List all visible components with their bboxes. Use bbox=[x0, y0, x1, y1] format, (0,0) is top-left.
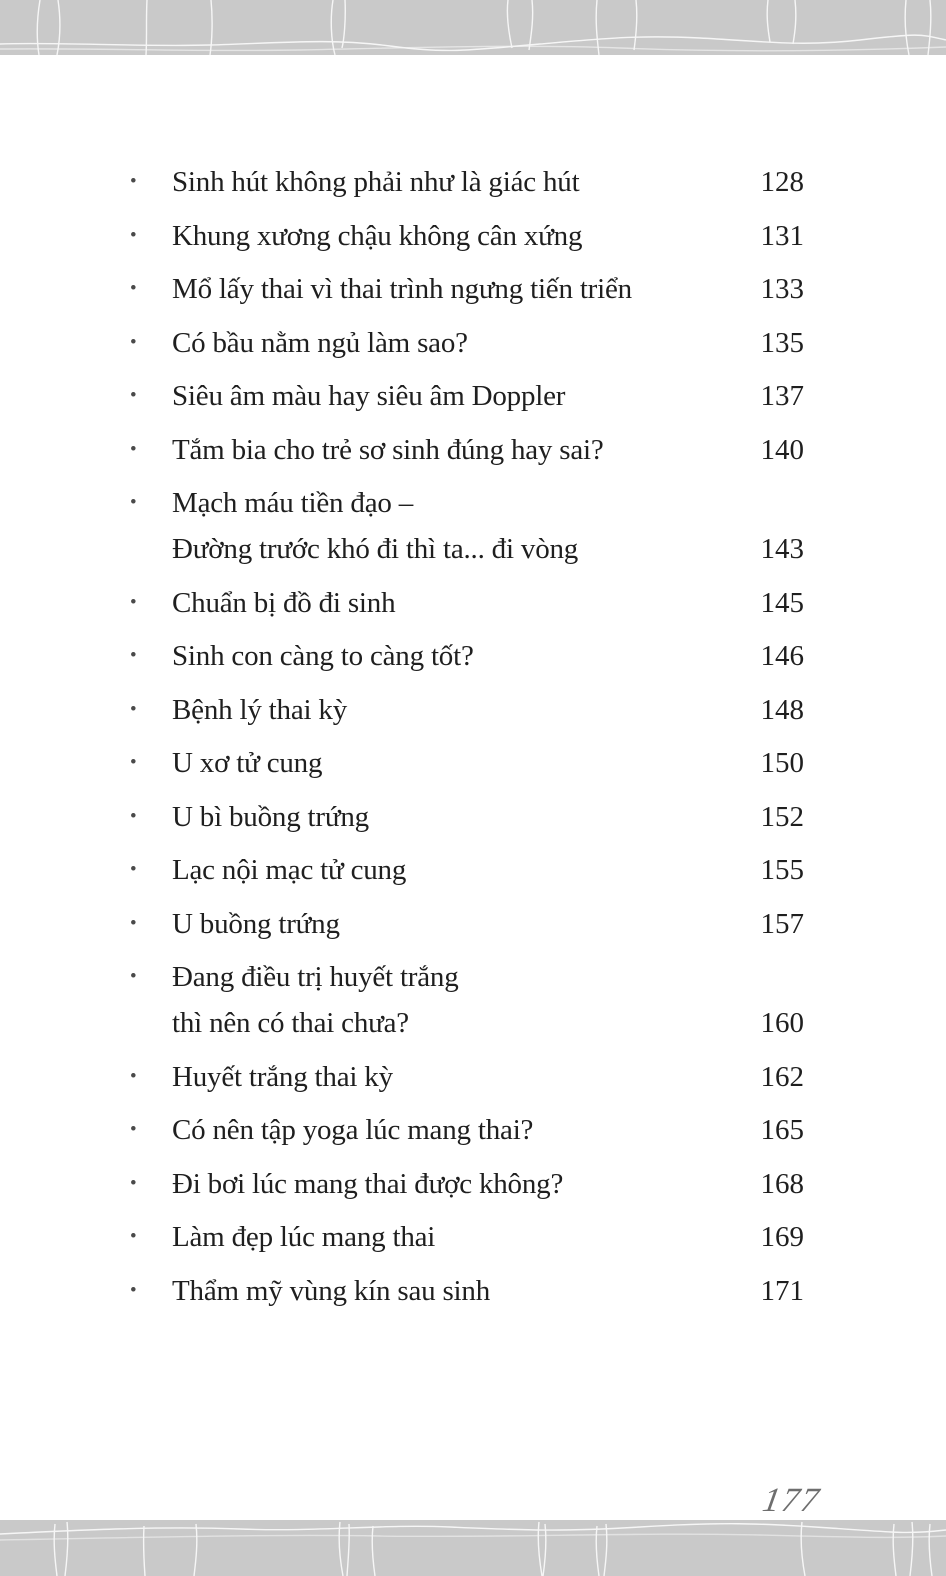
bullet-icon: • bbox=[130, 438, 137, 460]
toc-entry bbox=[130, 1268, 804, 1314]
toc-entry-title: Huyết trắng thai kỳ bbox=[172, 1060, 393, 1093]
toc-entry-title: Mạch máu tiền đạo – Đường trước khó đi thì ta... đi vòng bbox=[172, 487, 579, 565]
toc-entry bbox=[130, 847, 804, 893]
toc-entry-title: Tắm bia cho trẻ sơ sinh đúng hay sai? bbox=[172, 433, 604, 466]
toc-entry bbox=[130, 1054, 804, 1100]
toc-entry-page: 157 bbox=[760, 907, 804, 940]
bullet-icon: • bbox=[130, 224, 137, 246]
toc-entry-title: Có bầu nằm ngủ làm sao? bbox=[172, 326, 468, 359]
toc-entry-title: Có nên tập yoga lúc mang thai? bbox=[172, 1114, 534, 1146]
toc-entry bbox=[130, 266, 804, 312]
toc-entry-page: 128 bbox=[760, 166, 804, 198]
toc-entry-page: 135 bbox=[760, 326, 804, 359]
bullet-icon: • bbox=[130, 966, 137, 987]
folio-page-number: 177 bbox=[759, 1482, 824, 1519]
toc-entry-title: Lạc nội mạc tử cung bbox=[172, 854, 407, 886]
toc-entry-page: 165 bbox=[760, 1114, 804, 1146]
top-decorative-band bbox=[0, 0, 946, 55]
toc-entry-title: Đang điều trị huyết trắng thì nên có thai chưa? bbox=[172, 961, 459, 1039]
toc-entry bbox=[130, 901, 804, 947]
toc-entry-page: 155 bbox=[760, 854, 804, 886]
toc-entry bbox=[130, 580, 804, 626]
bullet-icon: • bbox=[130, 171, 137, 192]
toc-entry-title: Siêu âm màu hay siêu âm Doppler bbox=[172, 380, 566, 412]
toc-entry-page: 146 bbox=[760, 640, 804, 672]
toc-entry-title: U bì buồng trứng bbox=[172, 800, 369, 833]
toc-entry bbox=[130, 320, 804, 366]
toc-entry-title: Thẩm mỹ vùng kín sau sinh bbox=[172, 1274, 491, 1307]
toc-entry-page: 152 bbox=[760, 800, 804, 833]
toc-entry-title: U buồng trứng bbox=[172, 907, 340, 940]
toc-entry bbox=[130, 794, 804, 840]
toc-entry-page: 160 bbox=[760, 1007, 804, 1039]
toc-entry-page: 131 bbox=[760, 219, 804, 252]
toc-entry bbox=[130, 213, 804, 259]
toc-entry-title: Sinh hút không phải như là giác hút bbox=[172, 166, 580, 198]
top-band-texture bbox=[0, 0, 946, 55]
toc-entry-title: Làm đẹp lúc mang thai bbox=[172, 1221, 436, 1253]
bullet-icon: • bbox=[130, 1279, 137, 1301]
toc-entry-title: U xơ tử cung bbox=[172, 747, 323, 779]
toc-entry-title: Mổ lấy thai vì thai trình ngưng tiến triển bbox=[172, 273, 632, 305]
toc-entry bbox=[130, 373, 804, 419]
toc-entry-page: 171 bbox=[760, 1274, 804, 1307]
toc-entry bbox=[130, 1161, 804, 1207]
toc-entry-page: 140 bbox=[760, 433, 804, 466]
toc-entry bbox=[130, 954, 804, 1046]
toc-entry-title: Sinh con càng to càng tốt? bbox=[172, 640, 474, 672]
bullet-icon: • bbox=[130, 278, 137, 299]
bullet-icon: • bbox=[130, 752, 137, 773]
toc-entry-title: Đi bơi lúc mang thai được không? bbox=[172, 1167, 564, 1200]
bottom-decorative-band bbox=[0, 1520, 946, 1576]
bullet-icon: • bbox=[130, 1226, 137, 1247]
bottom-band-texture bbox=[0, 1520, 946, 1576]
bullet-icon: • bbox=[130, 645, 137, 666]
toc-entry-title: Khung xương chậu không cân xứng bbox=[172, 219, 583, 252]
toc-entry bbox=[130, 633, 804, 679]
toc-entry bbox=[130, 740, 804, 786]
bullet-icon: • bbox=[130, 331, 137, 353]
toc-entry bbox=[130, 159, 804, 205]
toc-entry-title: Bệnh lý thai kỳ bbox=[172, 693, 348, 726]
toc-entry-page: 133 bbox=[760, 273, 804, 305]
toc-entry-page: 145 bbox=[760, 586, 804, 619]
toc-entry bbox=[130, 480, 804, 572]
toc-entry bbox=[130, 427, 804, 473]
bullet-icon: • bbox=[130, 1119, 137, 1140]
bullet-icon: • bbox=[130, 1065, 137, 1087]
toc-entry-title: Chuẩn bị đồ đi sinh bbox=[172, 586, 396, 619]
bullet-icon: • bbox=[130, 805, 137, 827]
bullet-icon: • bbox=[130, 698, 137, 720]
bullet-icon: • bbox=[130, 1172, 137, 1194]
toc-entry-page: 137 bbox=[760, 380, 804, 412]
toc-entry bbox=[130, 1214, 804, 1260]
bullet-icon: • bbox=[130, 912, 137, 934]
bullet-icon: • bbox=[130, 591, 137, 613]
toc-entry bbox=[130, 687, 804, 733]
toc-entry-page: 168 bbox=[760, 1167, 804, 1200]
bullet-icon: • bbox=[130, 492, 137, 513]
toc-entry-page: 150 bbox=[760, 747, 804, 779]
toc-entry-page: 143 bbox=[760, 533, 804, 565]
toc-entry-page: 148 bbox=[760, 693, 804, 726]
toc-entry-page: 169 bbox=[760, 1221, 804, 1253]
bullet-icon: • bbox=[130, 859, 137, 880]
toc-entry bbox=[130, 1107, 804, 1153]
bullet-icon: • bbox=[130, 385, 137, 406]
toc-list bbox=[0, 55, 946, 1321]
toc-entry-page: 162 bbox=[760, 1060, 804, 1093]
